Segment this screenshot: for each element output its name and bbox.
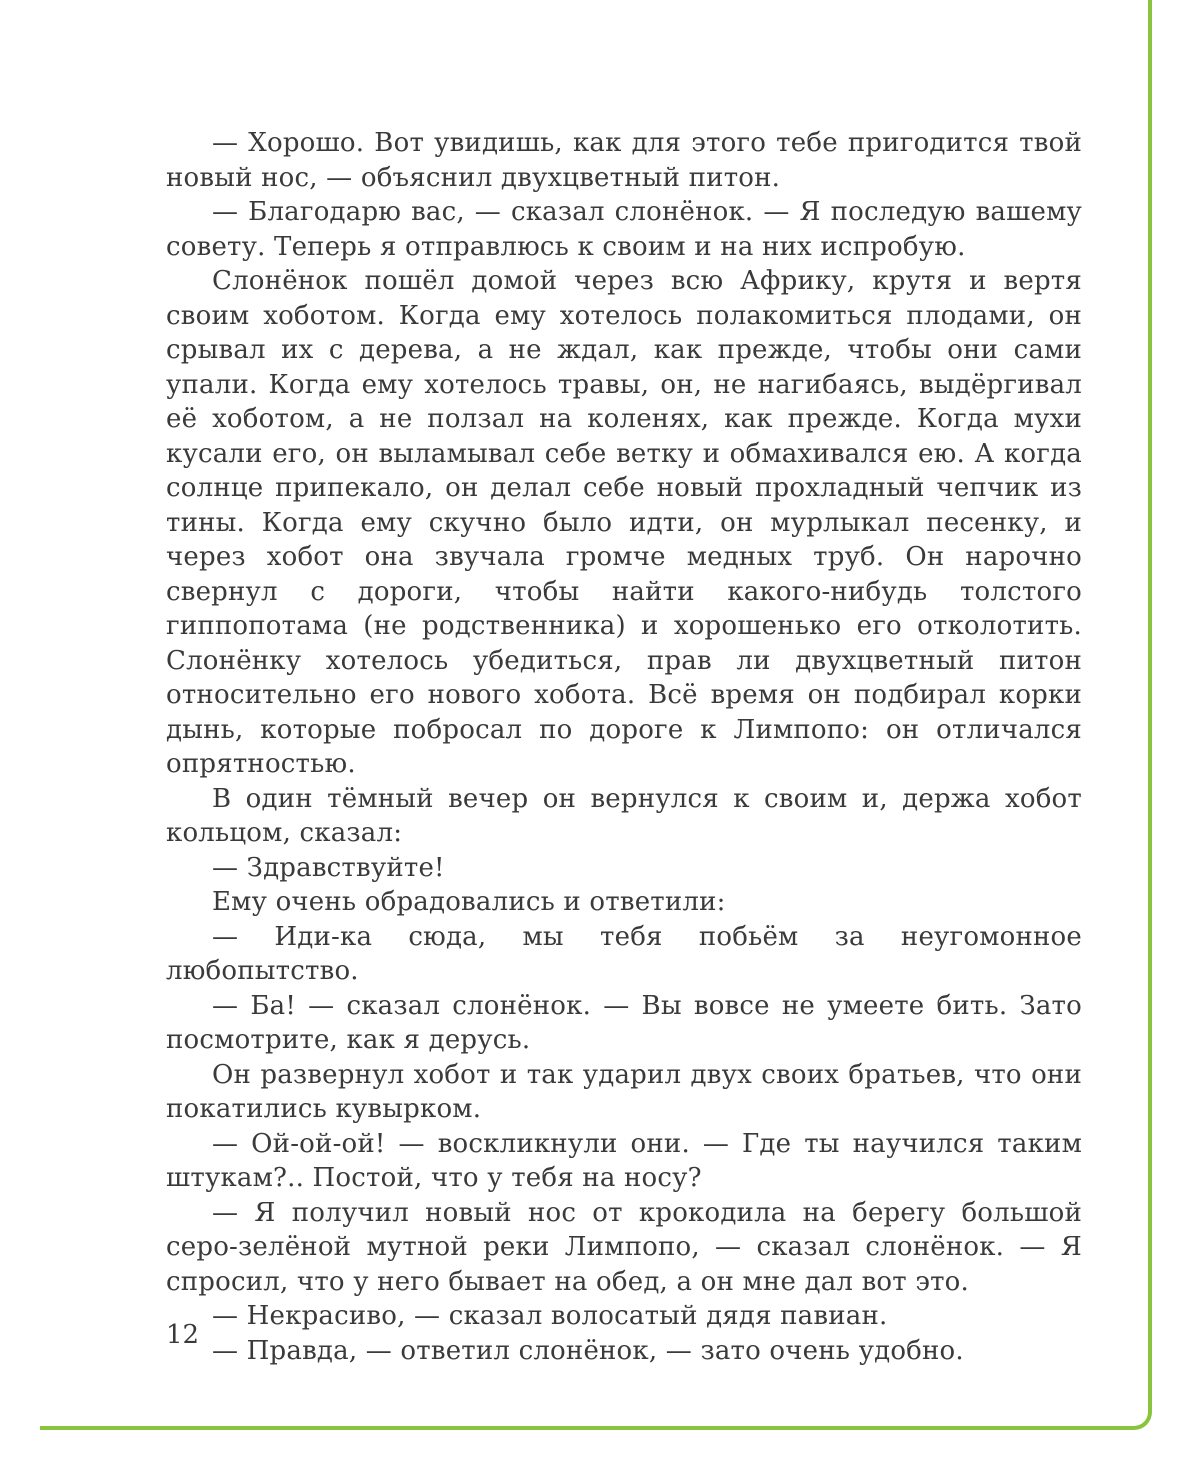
paragraph: — Я получил новый нос от крокодила на берегу большой серо-зелёной мутной реки Лимпопо, — сказал слонёнок. — Я спросил, что у него бывает на обед, а он мне дал вот это. bbox=[166, 1197, 1082, 1297]
paragraph: — Правда, — ответил слонёнок, — зато очень удобно. bbox=[212, 1335, 964, 1366]
paragraph: — Некрасиво, — сказал волосатый дядя павиан. bbox=[212, 1301, 888, 1331]
paragraph: — Благодарю вас, — сказал слонёнок. — Я последую вашему совету. Теперь я отправлюсь к своим и на них испробую. bbox=[166, 197, 1082, 262]
paragraph: — Здравствуйте! bbox=[212, 852, 445, 883]
page-number: 12 bbox=[166, 1320, 200, 1350]
paragraph: Он развернул хобот и так ударил двух своих братьев, что они покатились кувырком. bbox=[166, 1059, 1082, 1124]
paragraph: — Ба! — сказал слонёнок. — Вы вовсе не умеете бить. Зато посмотрите, как я дерусь. bbox=[166, 990, 1082, 1055]
paragraph: В один тёмный вечер он вернулся к своим и, держа хобот кольцом, сказал: bbox=[166, 783, 1082, 848]
paragraph: — Ой-ой-ой! — воскликнули они. — Где ты научился таким штукам?.. Постой, что у тебя на носу? bbox=[166, 1128, 1082, 1193]
paragraph: — Иди-ка сюда, мы тебя побьём за неугомонное любопытство. bbox=[166, 921, 1082, 986]
paragraph: Ему очень обрадовались и ответили: bbox=[212, 887, 726, 917]
body-text bbox=[166, 126, 1082, 1368]
paragraph: Слонёнок пошёл домой через всю Африку, крутя и вертя своим хоботом. Когда ему хотелось полакомиться плодами, он срывал их с дерева, а не ждал, как прежде, чтобы они сами упали. Когда ему хотелось травы, он, не нагибаясь, выдёргивал её хоботом, а не ползал на коленях, как прежде. Когда мухи кусали его, он выламывал себе ветку и обмахивался ею. А когда солнце припекало, он делал себе новый прохладный чепчик из тины. Когда ему скучно было идти, он мурлыкал песенку, и через хобот она звучала громче медных труб. Он нарочно свернул с дороги, чтобы найти какого-нибудь толстого гиппопотама (не родственника) и хорошенько его отколотить. Слонёнку хотелось убедиться, прав ли двухцветный питон относительно его нового хобота. Всё время он подбирал корки дынь, которые побросал по дороге к Лимпопо: он отличался опрятностью. bbox=[166, 266, 1082, 779]
paragraph: — Хорошо. Вот увидишь, как для этого тебе пригодится твой новый нос, — объяснил двухцветный питон. bbox=[166, 128, 1082, 193]
